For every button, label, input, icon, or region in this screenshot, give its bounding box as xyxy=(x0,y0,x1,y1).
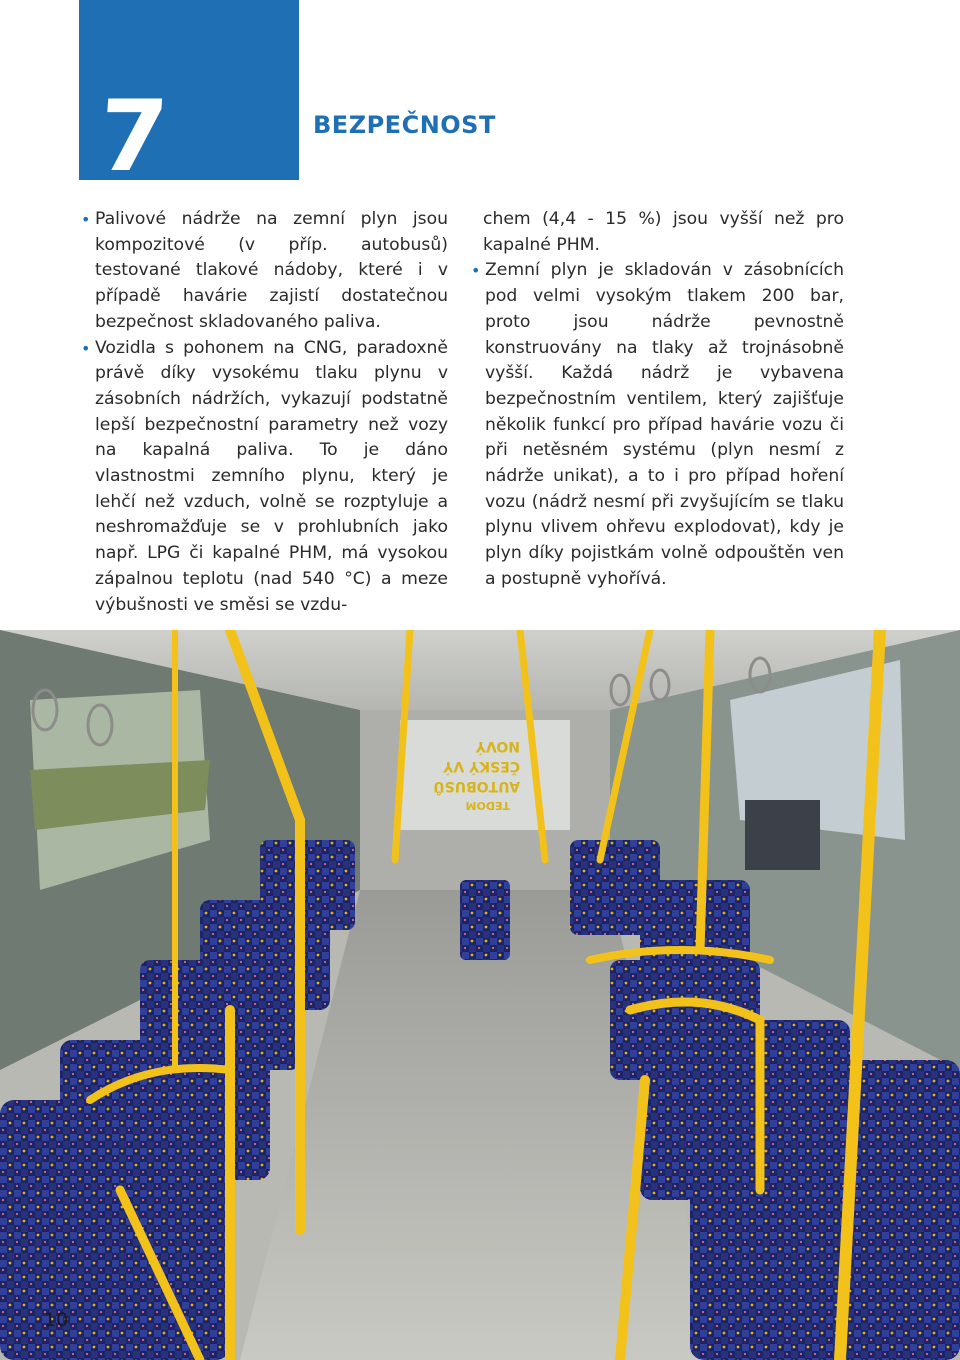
bus-interior-photo xyxy=(0,630,960,1360)
chapter-title: BEZPEČNOST xyxy=(313,111,496,139)
page-number: 10 xyxy=(44,1309,69,1331)
bullet-marker: • xyxy=(471,261,481,281)
bullet-paragraph xyxy=(469,258,844,592)
left-text-column xyxy=(79,207,448,618)
chapter-number: 7 xyxy=(95,80,166,194)
bus-interior-illustration xyxy=(0,630,960,1360)
sign-line: AUTOBUSŮ xyxy=(433,778,520,794)
right-text-column xyxy=(469,207,844,593)
paragraph-text: Zemní plyn je skladován v zásobnících pod velmi vysokým tlakem 200 bar, proto jsou nádrže pevnostně konstruovány na tlaky až trojnásobně vyšší. Každá nádrž je vybavena bezpečnostním ventilem, který zajišťuje několik funkcí pro případ havárie vozu či při netěsném systému (plyn nesmí z nádrže unikat), a to i pro případ hoření vozu (nádrž nesmí při zvyšujícím se tlaku plynu vlivem ohřevu explodovat), kdy je plyn díky pojistkám volně odpouštěn ven a postupně vyhořívá. xyxy=(485,260,844,589)
bullet-marker: • xyxy=(81,210,91,229)
bullet-paragraph xyxy=(79,207,448,336)
sign-line: ČESKÝ VÝ xyxy=(443,758,520,774)
chapter-number-box xyxy=(79,0,299,194)
paragraph-text: Palivové nádrže na zemní plyn jsou kompozitové (v příp. autobusů) testované tlakové nádoby, které i v případě havárie zajistí dostatečnou bezpečnost skladovaného paliva. xyxy=(95,209,448,332)
paragraph-text: chem (4,4 - 15 %) jsou vyšší než pro kapalné PHM. xyxy=(483,209,844,255)
paragraph-text: Vozidla s pohonem na CNG, paradoxně právě díky vysokému tlaku plynu v zásobních nádržích, vykazují podstatně lepší bezpečnostní parametry než vozy na kapalná paliva. To je dáno vlastnostmi zemního plynu, který je lehčí než vzduch, volně se rozptyluje a neshromažďuje se v prohlubních jako např. LPG či kapalné PHM, má vysokou zápalnou teplotu (nad 540 °C) a meze výbušnosti ve směsi se vzdu- xyxy=(95,337,448,615)
continued-paragraph xyxy=(469,207,844,258)
sign-line: NOVÝ xyxy=(475,738,520,754)
bullet-paragraph xyxy=(79,336,448,619)
sign-line: TEDOM xyxy=(465,799,510,812)
bullet-marker: • xyxy=(81,338,91,358)
